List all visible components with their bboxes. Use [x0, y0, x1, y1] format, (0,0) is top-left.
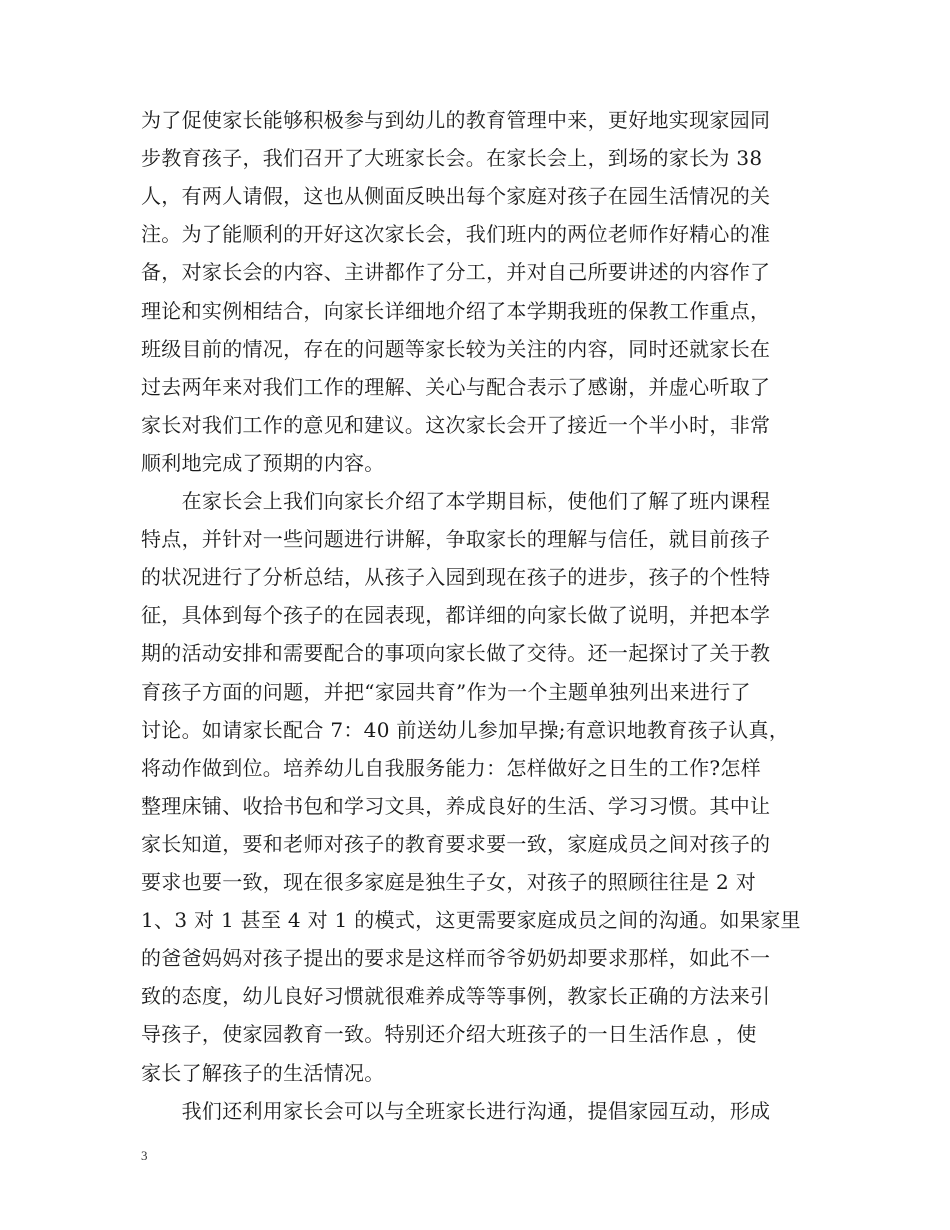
text-line: 的状况进行了分析总结，从孩子入园到现在孩子的进步，孩子的个性特: [141, 565, 771, 590]
text-line: 家长知道，要和老师对孩子的教育要求要一致，家庭成员之间对孩子的: [141, 831, 771, 856]
text-line: 人，有两人请假，这也从侧面反映出每个家庭对孩子在园生活情况的关: [141, 184, 771, 209]
text-line: 理论和实例相结合，向家长详细地介绍了本学期我班的保教工作重点，: [141, 298, 771, 323]
text-line: 班级目前的情况，存在的问题等家长较为关注的内容，同时还就家长在: [141, 336, 771, 361]
text-line: 注。为了能顺利的开好这次家长会，我们班内的两位老师作好精心的准: [141, 222, 771, 247]
text-line: 备，对家长会的内容、主讲都作了分工，并对自己所要讲述的内容作了: [141, 260, 771, 285]
text-line: 1、3 对 1 甚至 4 对 1 的模式，这更需要家庭成员之间的沟通。如果家里: [141, 908, 801, 933]
text-line: 为了促使家长能够积极参与到幼儿的教育管理中来，更好地实现家园同: [141, 108, 771, 132]
text-line: 育孩子方面的问题，并把“家园共育”作为一个主题单独列出来进行了: [141, 679, 751, 704]
text-line: 步教育孩子，我们召开了大班家长会。在家长会上，到场的家长为 38: [141, 146, 763, 171]
text-line: 顺利地完成了预期的内容。: [141, 450, 385, 475]
text-line: 期的活动安排和需要配合的事项向家长做了交待。还一起探讨了关于教: [141, 641, 771, 666]
text-line: 征，具体到每个孩子的在园表现，都详细的向家长做了说明，并把本学: [141, 603, 771, 628]
text-line: 将动作做到位。培养幼儿自我服务能力：怎样做好之日生的工作?怎样: [141, 755, 762, 780]
text-line: 我们还利用家长会可以与全班家长进行沟通，提倡家园互动，形成: [141, 1098, 771, 1123]
text-line: 的爸爸妈妈对孩子提出的要求是这样而爷爷奶奶却要求那样，如此不一: [141, 946, 771, 971]
text-line: 致的态度，幼儿良好习惯就很难养成等等事例，教家长正确的方法来引: [141, 984, 771, 1009]
page-number: 3: [141, 1148, 148, 1163]
text-line: 特点，并针对一些问题进行讲解，争取家长的理解与信任，就目前孩子: [141, 527, 771, 552]
text-line: 导孩子，使家园教育一致。特别还介绍大班孩子的一日生活作息 ，使: [141, 1022, 757, 1047]
text-line: 过去两年来对我们工作的理解、关心与配合表示了感谢，并虚心听取了: [141, 374, 771, 399]
text-line: 讨论。如请家长配合 7：40 前送幼儿参加早操;有意识地教育孩子认真，: [141, 717, 790, 742]
text-line: 整理床铺、收拾书包和学习文具，养成良好的生活、学习习惯。其中让: [141, 793, 771, 818]
text-line: 家长了解孩子的生活情况。: [141, 1060, 385, 1085]
text-line: 要求也要一致，现在很多家庭是独生子女，对孩子的照顾往往是 2 对: [141, 870, 757, 894]
text-line: 在家长会上我们向家长介绍了本学期目标，使他们了解了班内课程: [141, 489, 771, 513]
text-line: 家长对我们工作的意见和建议。这次家长会开了接近一个半小时，非常: [141, 412, 771, 437]
